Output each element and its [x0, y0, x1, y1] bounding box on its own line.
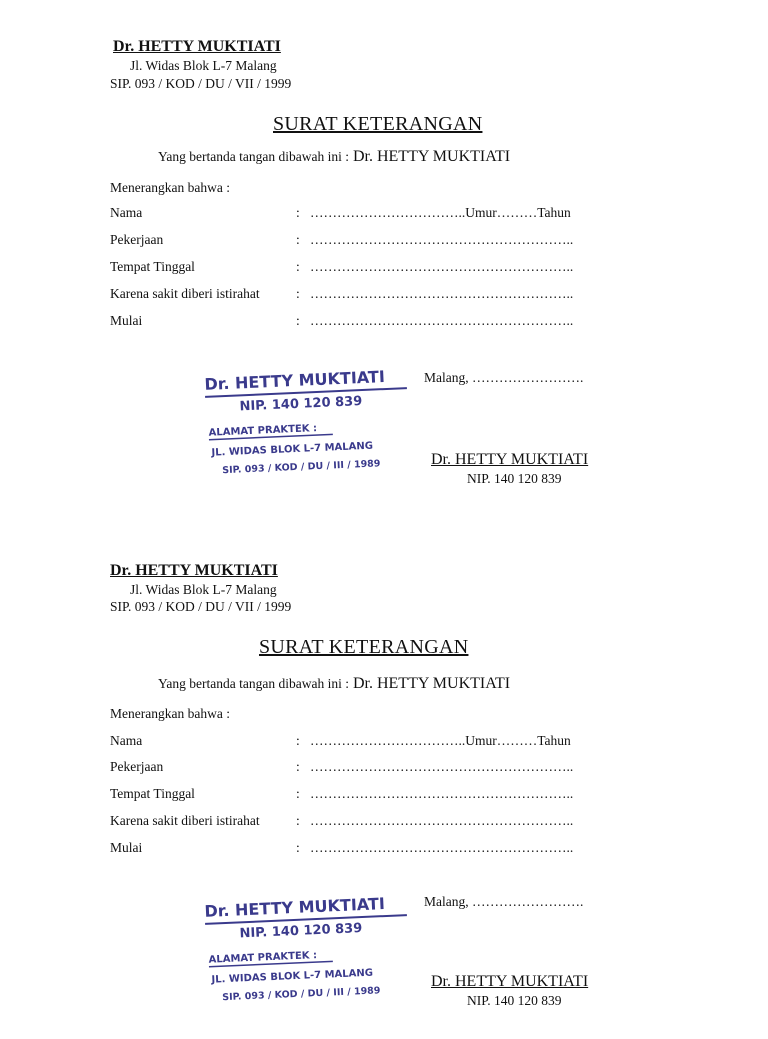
- field-label-tempat-tinggal: Tempat Tinggal: [110, 786, 195, 801]
- place-date: Malang, …………………….: [424, 894, 584, 909]
- doctor-sip: SIP. 093 / KOD / DU / VII / 1999: [110, 76, 292, 91]
- field-value-istirahat: …………………………………………………..: [310, 813, 574, 828]
- stamp-line-nip: NIP. 140 120 839: [239, 921, 363, 942]
- field-label-pekerjaan: Pekerjaan: [110, 759, 164, 774]
- signature-name: Dr. HETTY MUKTIATI: [431, 451, 589, 468]
- field-colon: :: [296, 286, 300, 301]
- field-value-pekerjaan: …………………………………………………..: [310, 759, 574, 774]
- stamp-line-nip: NIP. 140 120 839: [239, 394, 363, 415]
- stamp-line-alamat: ALAMAT PRAKTEK :: [208, 423, 318, 439]
- intro-doctor-name: Dr. HETTY MUKTIATI: [352, 148, 511, 165]
- field-label-istirahat: Karena sakit diberi istirahat: [110, 813, 260, 828]
- field-colon: :: [296, 786, 300, 801]
- signature-nip: NIP. 140 120 839: [467, 471, 562, 486]
- field-label-nama: Nama: [110, 733, 143, 748]
- stamp-line-sip: SIP. 093 / KOD / DU / III / 1989: [222, 985, 381, 1004]
- doctor-sip: SIP. 093 / KOD / DU / VII / 1999: [110, 599, 292, 614]
- field-colon: :: [296, 733, 300, 748]
- field-label-tempat-tinggal: Tempat Tinggal: [110, 259, 195, 274]
- doctor-stamp: [202, 362, 427, 491]
- field-colon: :: [296, 813, 300, 828]
- field-label-mulai: Mulai: [110, 313, 143, 328]
- field-label-nama: Nama: [110, 205, 143, 220]
- field-label-pekerjaan: Pekerjaan: [110, 232, 164, 247]
- field-colon: :: [296, 232, 300, 247]
- document-bottom: [0, 527, 768, 1039]
- signature-name: Dr. HETTY MUKTIATI: [431, 973, 589, 990]
- field-value-mulai: …………………………………………………..: [310, 313, 574, 328]
- statement: Menerangkan bahwa :: [110, 706, 230, 721]
- document-title: SURAT KETERANGAN: [273, 113, 483, 135]
- intro-line: [158, 148, 510, 166]
- field-value-pekerjaan: …………………………………………………..: [310, 232, 574, 247]
- field-colon: :: [296, 313, 300, 328]
- stamp-line-alamat: ALAMAT PRAKTEK :: [208, 950, 318, 966]
- intro-doctor-name: Dr. HETTY MUKTIATI: [352, 675, 511, 692]
- field-colon: :: [296, 840, 300, 855]
- field-value-istirahat: …………………………………………………..: [310, 286, 574, 301]
- stamp-line-sip: SIP. 093 / KOD / DU / III / 1989: [222, 458, 381, 477]
- field-value-nama: ……………………………..Umur………Tahun: [310, 733, 571, 748]
- intro-text: Yang bertanda tangan dibawah ini :: [158, 149, 349, 164]
- intro-text: Yang bertanda tangan dibawah ini :: [158, 676, 349, 691]
- field-label-mulai: Mulai: [110, 840, 143, 855]
- field-label-istirahat: Karena sakit diberi istirahat: [110, 286, 260, 301]
- doctor-name: Dr. HETTY MUKTIATI: [110, 562, 278, 579]
- field-value-mulai: …………………………………………………..: [310, 840, 574, 855]
- intro-line: [158, 675, 510, 693]
- stamp-line-name: Dr. HETTY MUKTIATI: [204, 894, 386, 921]
- field-value-nama: ……………………………..Umur………Tahun: [310, 205, 571, 220]
- statement: Menerangkan bahwa :: [110, 180, 230, 195]
- field-colon: :: [296, 259, 300, 274]
- field-value-tempat-tinggal: …………………………………………………..: [310, 786, 574, 801]
- stamp-line-street: JL. WIDAS BLOK L-7 MALANG: [211, 440, 374, 459]
- field-value-tempat-tinggal: …………………………………………………..: [310, 259, 574, 274]
- stamp-line-street: JL. WIDAS BLOK L-7 MALANG: [211, 967, 374, 986]
- document-title: SURAT KETERANGAN: [259, 636, 469, 658]
- doctor-name: Dr. HETTY MUKTIATI: [113, 38, 281, 55]
- signature-nip: NIP. 140 120 839: [467, 993, 562, 1008]
- doctor-address: Jl. Widas Blok L-7 Malang: [130, 58, 277, 73]
- place-date: Malang, …………………….: [424, 370, 584, 385]
- field-colon: :: [296, 205, 300, 220]
- field-colon: :: [296, 759, 300, 774]
- document-top: [0, 0, 768, 512]
- doctor-address: Jl. Widas Blok L-7 Malang: [130, 582, 277, 597]
- doctor-stamp: [202, 889, 427, 1018]
- stamp-line-name: Dr. HETTY MUKTIATI: [204, 367, 386, 394]
